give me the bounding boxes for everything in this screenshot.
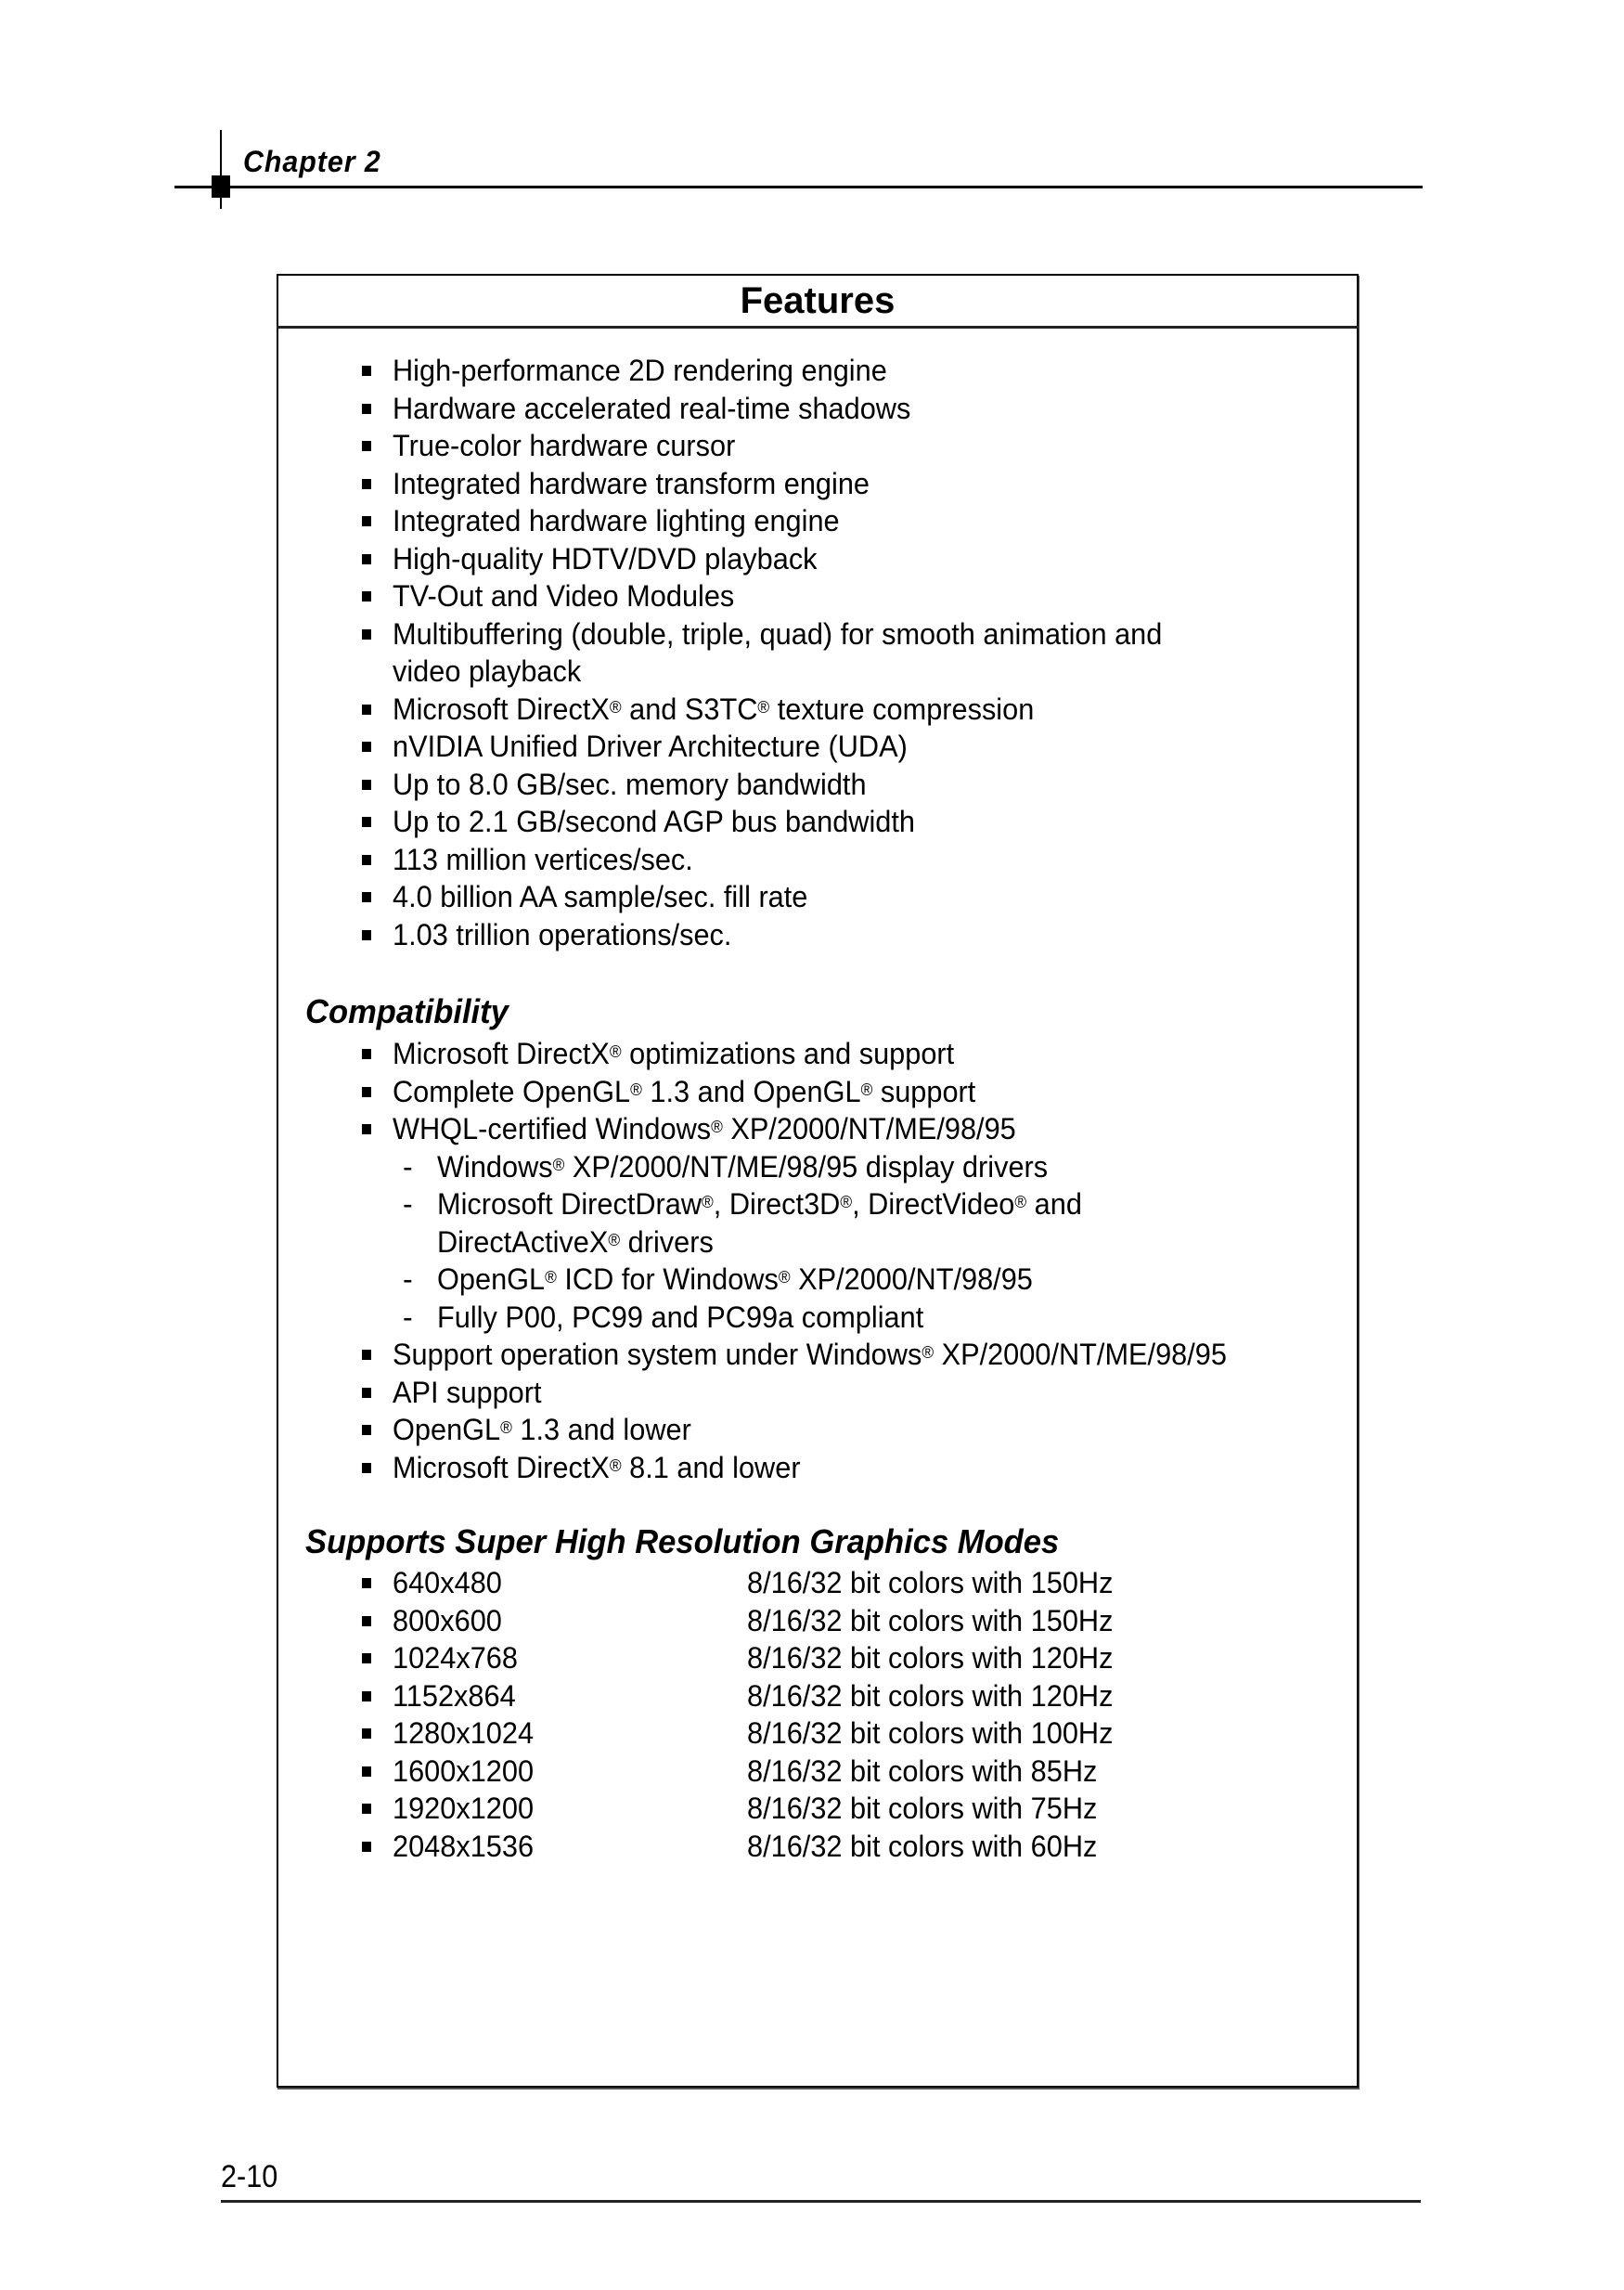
mode-spec: 8/16/32 bit colors with 120Hz (747, 1641, 1114, 1675)
feature-item: High-performance 2D rendering engine (393, 354, 887, 387)
compatibility-item: Complete OpenGL® 1.3 and OpenGL® support (393, 1074, 976, 1108)
feature-item: Integrated hardware lighting engine (393, 504, 840, 537)
bullet-icon (362, 1728, 371, 1739)
feature-item: Microsoft DirectX® and S3TC® texture compression (393, 692, 1035, 726)
mode-spec: 8/16/32 bit colors with 150Hz (747, 1566, 1114, 1599)
bullet-icon (362, 591, 371, 602)
bullet-icon (362, 855, 371, 865)
bullet-icon (362, 1350, 371, 1360)
compatibility-subitem: Fully P00, PC99 and PC99a compliant (437, 1300, 924, 1334)
chapter-header-rule (174, 186, 1423, 188)
page-number: 2-10 (221, 2159, 278, 2194)
mode-resolution: 1600x1200 (393, 1753, 535, 1788)
mode-resolution: 1280x1024 (393, 1716, 535, 1750)
compatibility-subitem: OpenGL® ICD for Windows® XP/2000/NT/98/95 (437, 1262, 1033, 1296)
feature-item: 1.03 trillion operations/sec. (393, 917, 732, 951)
compatibility-title: Compatibility (305, 992, 509, 1030)
mode-spec: 8/16/32 bit colors with 150Hz (747, 1603, 1114, 1637)
compatibility-item: Microsoft DirectX® 8.1 and lower (393, 1450, 801, 1484)
chapter-marker-square-icon (212, 175, 230, 198)
mode-resolution: 2048x1536 (393, 1829, 535, 1863)
graphics-modes-title: Supports Super High Resolution Graphics Modes (305, 1522, 1060, 1560)
dash-icon: - (403, 1300, 413, 1334)
mode-spec: 8/16/32 bit colors with 120Hz (747, 1678, 1114, 1713)
feature-item: Up to 8.0 GB/sec. memory bandwidth (393, 767, 867, 801)
mode-resolution: 1024x768 (393, 1641, 518, 1675)
feature-item-continuation: video playback (393, 654, 582, 688)
feature-item: TV-Out and Video Modules (393, 579, 735, 613)
features-header-divider (277, 326, 1359, 329)
feature-item: High-quality HDTV/DVD playback (393, 541, 818, 576)
feature-item: 113 million vertices/sec. (393, 842, 693, 876)
feature-item: Multibuffering (double, triple, quad) for smooth animation and (393, 616, 1163, 651)
compatibility-item: API support (393, 1375, 542, 1409)
bullet-icon (362, 742, 371, 752)
compatibility-item: Microsoft DirectX® optimizations and support (393, 1037, 955, 1070)
feature-item: Integrated hardware transform engine (393, 466, 870, 500)
feature-item: nVIDIA Unified Driver Architecture (UDA) (393, 730, 908, 763)
bullet-icon (362, 1124, 371, 1134)
bullet-icon (362, 1388, 371, 1398)
bullet-icon (362, 366, 371, 376)
bullet-icon (362, 629, 371, 640)
bullet-icon (362, 1616, 371, 1626)
compatibility-item: WHQL-certified Windows® XP/2000/NT/ME/98/95 (393, 1112, 1016, 1145)
feature-item: 4.0 billion AA sample/sec. fill rate (393, 880, 808, 913)
compatibility-subitem: Windows® XP/2000/NT/ME/98/95 display drivers (437, 1149, 1049, 1184)
compatibility-item: Support operation system under Windows® XP/2000/NT/ME/98/95 (393, 1338, 1227, 1371)
bullet-icon (362, 1578, 371, 1588)
compatibility-item: OpenGL® 1.3 and lower (393, 1413, 691, 1446)
feature-item: True-color hardware cursor (393, 429, 736, 462)
dash-icon: - (403, 1149, 413, 1184)
bullet-icon (362, 1087, 371, 1097)
mode-spec: 8/16/32 bit colors with 100Hz (747, 1716, 1114, 1750)
dash-icon: - (403, 1187, 413, 1221)
bullet-icon (362, 1842, 371, 1852)
bullet-icon (362, 1425, 371, 1435)
footer-rule (221, 2200, 1421, 2203)
features-title: Features (740, 280, 896, 321)
bullet-icon (362, 1804, 371, 1814)
bullet-icon (362, 479, 371, 489)
feature-item: Hardware accelerated real-time shadows (393, 391, 911, 425)
dash-icon: - (403, 1262, 413, 1296)
mode-resolution: 1920x1200 (393, 1792, 535, 1825)
bullet-icon (362, 1766, 371, 1777)
bullet-icon (362, 817, 371, 827)
mode-resolution: 800x600 (393, 1603, 502, 1637)
bullet-icon (362, 1653, 371, 1663)
bullet-icon (362, 930, 371, 940)
bullet-icon (362, 892, 371, 902)
bullet-icon (362, 1463, 371, 1473)
mode-spec: 8/16/32 bit colors with 60Hz (747, 1829, 1098, 1863)
mode-resolution: 640x480 (393, 1566, 502, 1599)
bullet-icon (362, 554, 371, 564)
compatibility-subitem-continuation: DirectActiveX® drivers (437, 1224, 714, 1259)
compatibility-subitem: Microsoft DirectDraw®, Direct3D®, DirectVideo® and (437, 1187, 1082, 1221)
bullet-icon (362, 780, 371, 790)
bullet-icon (362, 705, 371, 715)
mode-spec: 8/16/32 bit colors with 75Hz (747, 1792, 1098, 1825)
bullet-icon (362, 441, 371, 451)
feature-item: Up to 2.1 GB/second AGP bus bandwidth (393, 805, 915, 838)
bullet-icon (362, 1049, 371, 1059)
bullet-icon (362, 404, 371, 414)
chapter-title: Chapter 2 (243, 145, 381, 178)
bullet-icon (362, 1691, 371, 1701)
bullet-icon (362, 516, 371, 526)
mode-resolution: 1152x864 (393, 1678, 516, 1713)
mode-spec: 8/16/32 bit colors with 85Hz (747, 1753, 1098, 1788)
